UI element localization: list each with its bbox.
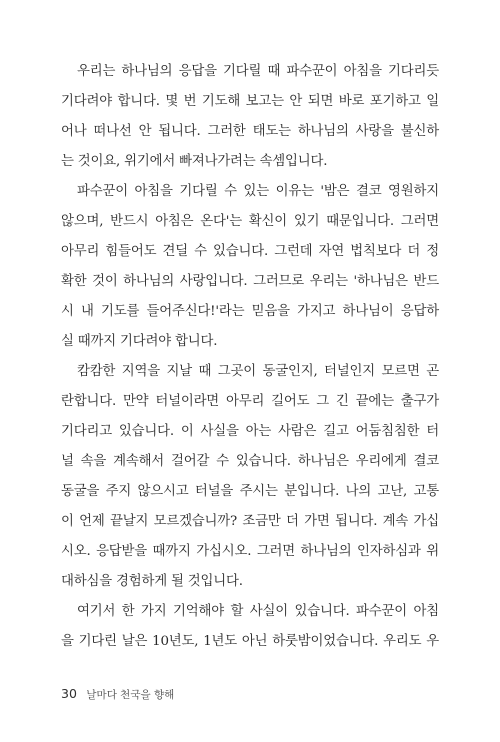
text-line: 우리는 하나님의 응답을 기다릴 때 파수꾼이 아침을 기다리듯	[77, 64, 439, 79]
text-line: 실 때까지 기다려야 합니다.	[61, 334, 218, 349]
text-line: 어나 떠나선 안 됩니다. 그러한 태도는 하나님의 사랑을 불신하	[61, 124, 439, 139]
running-title: 날마다 천국을 향해	[86, 689, 175, 701]
text-line: 기다리고 있습니다. 이 사실을 아는 사람은 길고 어둠침침한 터	[61, 424, 439, 439]
page-number: 30	[61, 686, 77, 701]
text-line: 캄캄한 지역을 지날 때 그곳이 동굴인지, 터널인지 모르면 곤	[77, 364, 439, 379]
text-line: 동굴을 주지 않으시고 터널을 주시는 분입니다. 나의 고난, 고통	[61, 484, 439, 499]
text-line: 대하심을 경험하게 될 것입니다.	[61, 574, 243, 589]
text-line: 는 것이요, 위기에서 빠져나가려는 속셈입니다.	[61, 154, 328, 169]
text-line: 널 속을 계속해서 걸어갈 수 있습니다. 하나님은 우리에게 결코	[61, 454, 439, 469]
text-line: 않으며, 반드시 아침은 온다'는 확신이 있기 때문입니다. 그러면	[61, 214, 439, 229]
text-line: 이 언제 끝날지 모르겠습니까? 조금만 더 가면 됩니다. 계속 가십	[61, 514, 439, 529]
text-line: 기다려야 합니다. 몇 번 기도해 보고는 안 되면 바로 포기하고 일	[61, 94, 439, 109]
text-line: 파수꾼이 아침을 기다릴 수 있는 이유는 '밤은 결코 영원하지	[77, 184, 439, 199]
page-footer	[61, 684, 174, 704]
text-line: 을 기다린 날은 10년도, 1년도 아닌 하룻밤이었습니다. 우리도 우	[61, 634, 439, 649]
text-line: 아무리 힘들어도 견딜 수 있습니다. 그런데 자연 법칙보다 더 정	[61, 244, 439, 259]
text-line: 여기서 한 가지 기억해야 할 사실이 있습니다. 파수꾼이 아침	[77, 604, 439, 619]
text-line: 시 내 기도를 들어주신다!'라는 믿음을 가지고 하나님이 응답하	[61, 304, 439, 319]
text-line: 시오. 응답받을 때까지 가십시오. 그러면 하나님의 인자하심과 위	[61, 544, 439, 559]
text-line: 확한 것이 하나님의 사랑입니다. 그러므로 우리는 '하나님은 반드	[61, 274, 439, 289]
text-line: 란합니다. 만약 터널이라면 아무리 길어도 그 긴 끝에는 출구가	[61, 394, 439, 409]
